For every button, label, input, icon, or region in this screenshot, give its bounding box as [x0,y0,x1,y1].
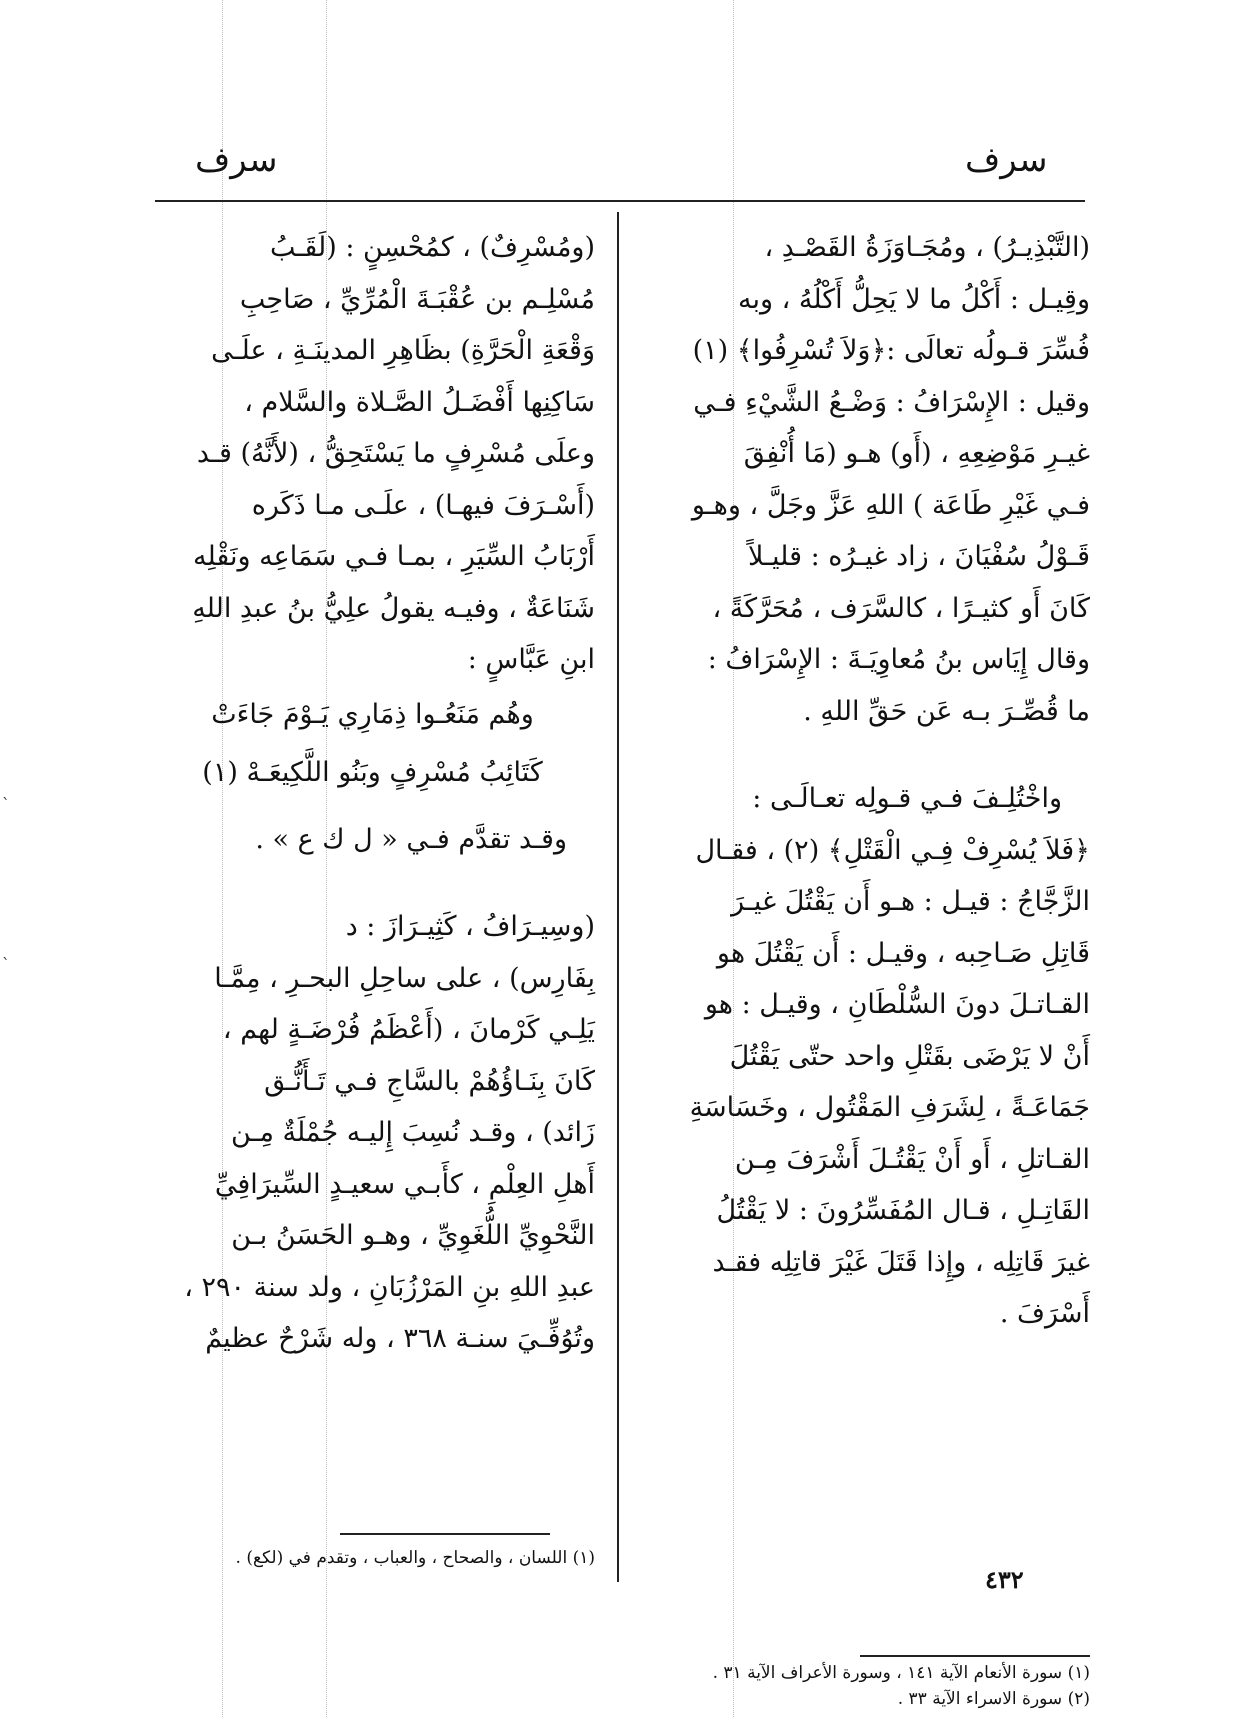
text-line: فُسِّرَ قـولُه تعالَى :﴿وَلاَ تُسْرِفُوا﴾ (١) [692,335,1090,366]
column-separator [617,212,619,1582]
footnote: (١) سورة الأنعام الآية ١٤١ ، وسورة الأعراف الآية ٣١ . [712,1663,1090,1683]
running-head-left: سرف [195,140,278,180]
text-line: (التَّبْذِيـرُ) ، ومُجَـاوَزَةُ القَصْـدِ ، [764,232,1090,263]
text-line: مُسْلِـم بن عُقْبَـةَ الْمُرِّيِّ ، صَاحِبِ [239,283,595,315]
text-line: شَنَاعَةٌ ، وفيـه يقولُ علِيُّ بنُ عبدِ اللهِ [192,592,595,624]
text-line: الزَّجَّاجُ : قيـل : هـو أَن يَقْتُلَ غيـرَ [731,886,1090,917]
text-line: (وسِيـرَافُ ، كَثِيـرَازَ : د [345,911,595,942]
text-line: وقِيـل : أَكْلُ ما لا يَحِلُّ أَكْلُهُ ، وبه [737,283,1090,315]
text-line: القَاتِـلِ ، قـال المُفَسِّرُونَ : لا يَقْتُلُ [716,1195,1090,1226]
text-line: وَقْعَةِ الْحَرَّةِ) بظَاهِرِ المدينَـةِ ، علَـى [211,335,595,366]
footnote: (٢) سورة الاسراء الآية ٣٣ . [897,1689,1090,1709]
right-footnotes [640,1660,1090,1712]
text-line: وقـد تقدَّم فـي « ل ك ع » . [255,823,567,855]
text-line: وقال إِيَاس بنُ مُعاوِيَـةَ : الإِسْرَافُ : [707,644,1090,675]
text-line: القـاتـلَ دونَ السُّلْطَانِ ، وقيـل : هو [704,989,1090,1020]
text-line: ما قُصِّـرَ بـه عَن حَقِّ اللهِ . [803,695,1090,727]
verse-line: كَتَائِبُ مُسْرِفٍ وبَنُو اللَّكِيعَـهْ (١) [202,756,543,788]
scan-speck: ˋ [2,955,10,974]
text-line: يَلِـي كَرْمانَ ، (أَعْظَمُ فُرْضَـةٍ لهم ، [222,1014,595,1045]
text-line: (أَسْـرَفَ فيهـا) ، علَـى مـا ذَكَره [251,489,595,521]
text-line: أَسْرَفَ . [999,1298,1090,1329]
text-line: أَهلِ العِلْمِ ، كأَبـي سعيـدٍ السِّيرَافِيِّ [214,1168,595,1200]
footnote-rule-right [860,1655,1090,1657]
verse-line: وهُم مَنَعُـوا ذِمَارِي يَـوْمَ جَاءَتْ [211,698,534,730]
text-line: ابنِ عَبَّاسٍ : [467,644,595,675]
footnote: (١) اللسان ، والصحاح ، والعباب ، وتقدم في (لكع) . [235,1548,595,1568]
left-footnotes [150,1545,595,1571]
text-line: فـي غَيْرِ طَاعَة ) اللهِ عَزَّ وجَلَّ ، وهـو [691,489,1090,521]
text-line: كَانَ أَو كثيـرًا ، كالسَّرَف ، مُحَرَّكَةً ، [712,592,1090,624]
poem-verse [150,686,595,802]
text-line: قَاتِلِ صَـاحِبه ، وقيـل : أَن يَقْتُلَ هو [716,937,1090,969]
text-line: بِفَارِس) ، على ساحِلِ البحـرِ ، مِمَّـا [214,962,595,994]
text-line: النَّحْوِيِّ اللُّغَوِيِّ ، وهـو الحَسَنُ بـن [231,1220,595,1251]
text-line: سَاكِنِها أَفْضَـلُ الصَّـلاة والسَّلام ، [244,386,595,418]
text-line: القـاتلِ ، أَو أَنْ يَقْتُـلَ أَشْرَفَ مِـن [734,1143,1090,1175]
text-line: قَـوْلُ سُفْيَانَ ، زاد غيـرُه : قليـلاً [748,541,1090,572]
right-column [640,222,1090,1340]
text-line: جَمَاعَـةً ، لِشَرَفِ المَقْتُول ، وخَسَاسَةِ [689,1092,1090,1123]
text-line: أَرْبَابُ السِّيَرِ ، بمـا فـي سَمَاعِه ونَقْلِه [192,541,595,572]
text-line: واخْتُلِـفَ فـي قـولِه تعـالَـى : [752,783,1062,814]
scan-speck: ˋ [2,795,10,814]
text-line: زَائد) ، وقـد نُسِبَ إِليـه جُمْلَةٌ مِـن [230,1117,595,1148]
text-line: وعلَى مُسْرِفٍ ما يَسْتَحِقُّ ، (لأَنَّهُ) قـد [196,438,595,469]
text-line: وقيل : الإِسْرَافُ : وَضْـعُ الشَّيْءِ فـي [693,386,1090,418]
text-line: (ومُسْرِفٌ) ، كمُحْسِنٍ : (لَقَـبُ [269,232,595,263]
text-line: عبدِ اللهِ بنِ المَرْزُبَانِ ، ولد سنة ٢٩٠ ، [184,1271,595,1303]
text-line: وتُوُفِّـيَ سنـة ٣٦٨ ، وله شَرْحٌ عظيمٌ [205,1323,595,1354]
running-head-right: سرف [965,140,1048,180]
text-line: أَنْ لا يَرْضَى بقَتْلِ واحد حتّى يَقْتُلَ [729,1040,1090,1072]
footnote-rule-left [340,1533,550,1535]
text-line: كَانَ بِنَـاؤُهُمْ بالسَّاجِ فـي تَـأَنُّـق [264,1065,595,1097]
header-rule [155,200,1085,202]
text-line: غيرَ قَاتِلِه ، وإِذا قَتَلَ غَيْرَ قاتِلِه فقـد [712,1246,1090,1278]
text-line: غيـرِ مَوْضِعِهِ ، (أَو) هـو (مَا أُنْفِقَ [743,438,1090,469]
left-column [150,222,595,1365]
text-line: ﴿فَلاَ يُسْرِفْ فِـي الْقَتْلِ﴾ (٢) ، فقـال [695,834,1090,866]
page-number: ٤٣٢ [985,1565,1024,1594]
